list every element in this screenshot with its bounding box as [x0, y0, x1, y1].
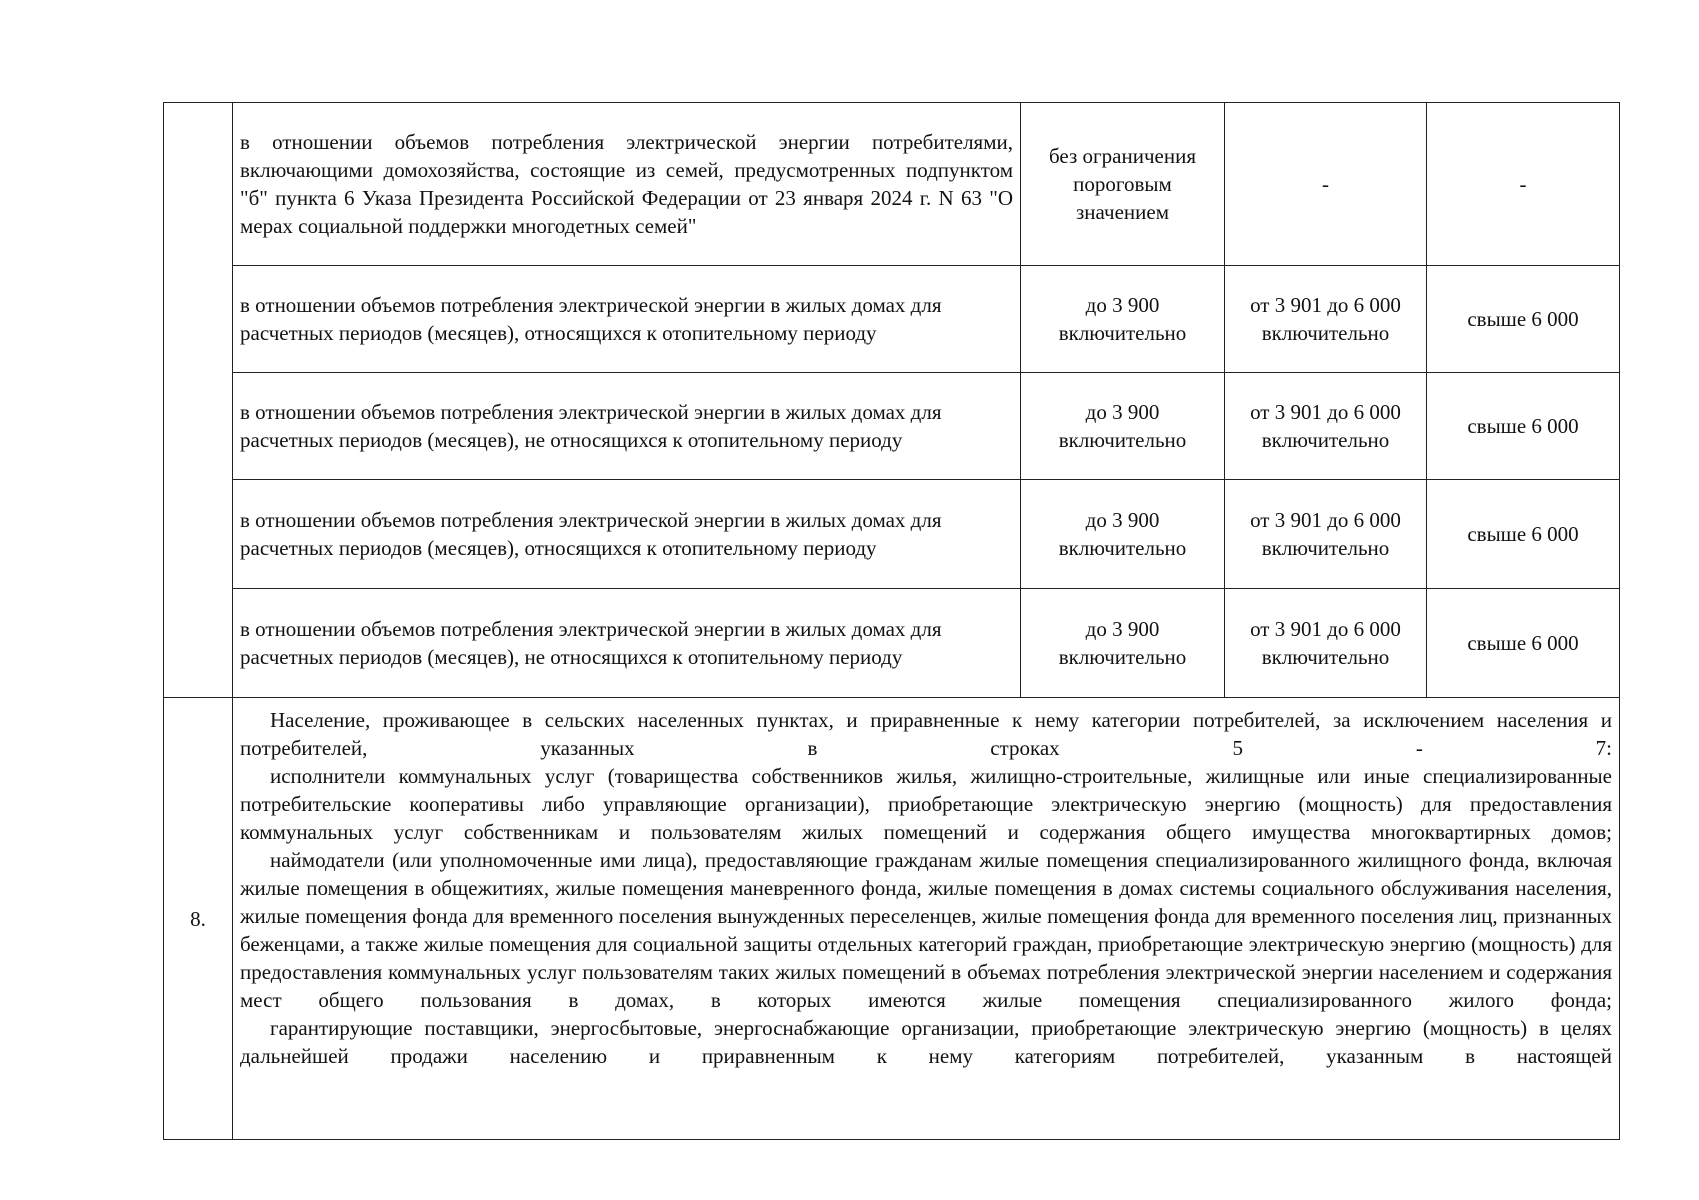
table-row-8 — [164, 698, 1620, 1140]
row-description: в отношении объемов потребления электрической энергии в жилых домах для расчетных периодов (месяцев), не относящихся к отопительному периоду — [233, 589, 1021, 698]
row-8-paragraph: Население, проживающее в сельских населенных пунктах, и приравненные к нему категории потребителей, за исключением населения и потребителей, указанных в строках 5 - 7: — [240, 708, 1612, 760]
threshold-third-range: свыше 6 000 — [1427, 589, 1620, 698]
row-description: в отношении объемов потребления электрической энергии в жилых домах для расчетных периодов (месяцев), относящихся к отопительному периоду — [233, 266, 1021, 373]
table-row — [164, 266, 1620, 373]
threshold-second-range: от 3 901 до 6 000 включительно — [1225, 480, 1427, 589]
threshold-second-range: - — [1225, 103, 1427, 266]
threshold-first-range: до 3 900 включительно — [1021, 480, 1225, 589]
threshold-first-range: до 3 900 включительно — [1021, 589, 1225, 698]
row-8-body — [233, 698, 1620, 1140]
row-description: в отношении объемов потребления электрической энергии потребителями, включающими домохозяйства, состоящие из семей, предусмотренных подпунктом "б" пункта 6 Указа Президента Российской Федерации от 23 января 2024 г. N 63 "О мерах социальной поддержки многодетных семей" — [233, 103, 1021, 266]
threshold-third-range: свыше 6 000 — [1427, 266, 1620, 373]
threshold-third-range: свыше 6 000 — [1427, 373, 1620, 480]
tariff-table — [163, 102, 1620, 1140]
row-description: в отношении объемов потребления электрической энергии в жилых домах для расчетных периодов (месяцев), не относящихся к отопительному периоду — [233, 373, 1021, 480]
threshold-first-range: до 3 900 включительно — [1021, 373, 1225, 480]
threshold-first-range: до 3 900 включительно — [1021, 266, 1225, 373]
threshold-third-range: - — [1427, 103, 1620, 266]
row-8-paragraph: исполнители коммунальных услуг (товарищества собственников жилья, жилищно-строительные, жилищные или иные специализированные потребительские кооперативы либо управляющие организации), приобретающие электрическую энергию (мощность) для предоставления коммунальных услуг собственникам и пользователям жилых помещений и содержания общего имущества многоквартирных домов; — [240, 764, 1612, 844]
threshold-third-range: свыше 6 000 — [1427, 480, 1620, 589]
threshold-second-range: от 3 901 до 6 000 включительно — [1225, 589, 1427, 698]
table-row — [164, 589, 1620, 698]
row-8-paragraph: наймодатели (или уполномоченные ими лица), предоставляющие гражданам жилые помещения специализированного жилищного фонда, включая жилые помещения в общежитиях, жилые помещения маневренного фонда, жилые помещения в домах системы социального обслуживания населения, жилые помещения фонда для временного поселения вынужденных переселенцев, жилые помещения фонда для временного поселения лиц, признанных беженцами, а также жилые помещения для социальной защиты отдельных категорий граждан, приобретающие электрическую энергию (мощность) для предоставления коммунальных услуг пользователям таких жилых помещений в объемах потребления электрической энергии населением и содержания мест общего пользования в домах, в которых имеются жилые помещения специализированного жилого фонда; — [240, 848, 1612, 1012]
threshold-second-range: от 3 901 до 6 000 включительно — [1225, 266, 1427, 373]
row-8-paragraph: гарантирующие поставщики, энергосбытовые, энергоснабжающие организации, приобретающие электрическую энергию (мощность) в целях дальнейшей продажи населению и приравненным к нему категориям потребителей, указанным в настоящей — [240, 1016, 1612, 1068]
row-number-8: 8. — [164, 698, 233, 1140]
row-number-cell — [164, 103, 233, 698]
table-row — [164, 373, 1620, 480]
table-row — [164, 103, 1620, 266]
threshold-first-range: без ограничения пороговым значением — [1021, 103, 1225, 266]
threshold-second-range: от 3 901 до 6 000 включительно — [1225, 373, 1427, 480]
row-description: в отношении объемов потребления электрической энергии в жилых домах для расчетных периодов (месяцев), относящихся к отопительному периоду — [233, 480, 1021, 589]
table-row — [164, 480, 1620, 589]
